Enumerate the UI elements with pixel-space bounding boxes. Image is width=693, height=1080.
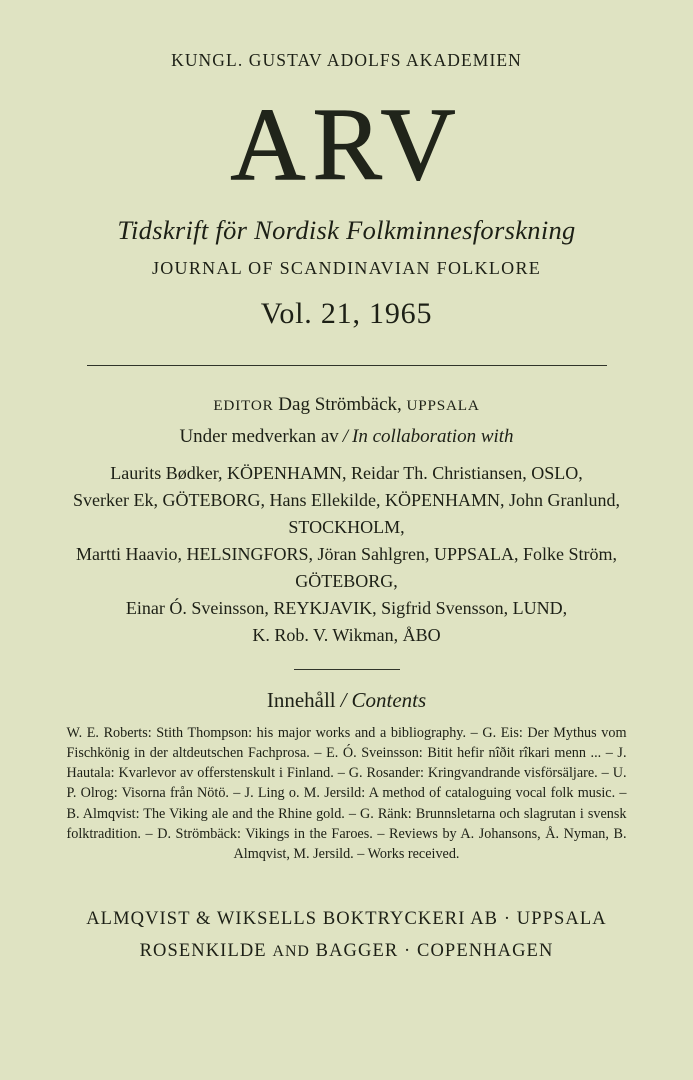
academy-name: KUNGL. GUSTAV ADOLFS AKADEMIEN — [171, 50, 522, 70]
collaboration-line — [179, 426, 513, 448]
editorial-board-line: Sverker Ek, GÖTEBORG, Hans Ellekilde, KÖPENHAMN, John Granlund, STOCKHOLM, — [73, 490, 620, 537]
journal-title-text: ARV — [230, 87, 463, 202]
collaboration-separator: / — [342, 426, 349, 447]
publisher-bagger: BAGGER · COPENHAGEN — [315, 941, 554, 961]
journal-subtitle-swedish: Tidskrift för Nordisk Folkminnesforskning — [117, 215, 576, 245]
editorial-board-line: Laurits Bødker, KÖPENHAMN, Reidar Th. Christiansen, OSLO, — [110, 463, 583, 483]
volume-number: Vol. 21, 1965 — [260, 297, 433, 330]
collaboration-english: In collaboration with — [352, 426, 514, 447]
contents-heading-separator: / — [340, 688, 347, 712]
journal-title — [230, 87, 463, 202]
publisher-line-uppsala: ALMQVIST & WIKSELLS BOKTRYCKERI AB · UPPSALA — [86, 909, 607, 929]
editorial-board — [47, 460, 647, 649]
editorial-board-line: Einar Ó. Sveinsson, REYKJAVIK, Sigfrid Svensson, LUND, — [125, 598, 568, 618]
contents-text: W. E. Roberts: Stith Thompson: his major works and a bibliography. – G. Eis: Der Mythus vom Fischkönig in der altdeutschen Fachprosa. – E. Ó. Sveinsson: Bitit hefir nîðit rîkari menn ... – J. Hautala: Kvarlevor av offerstenskult i Finland. – G. Rosander: Kringvandrande visförsäljare. – U. P. Olrog: Visorna från Nötö. – J. Ling o. M. Jersild: A method of cataloguing vocal folk music. – B. Almqvist: The Viking ale and the Rhine gold. – G. Ränk: Brunnsletarna och slagrutan i svensk folktradition. – D. Strömbäck: Vikings in the Faroes. – Reviews by A. Johansons, Å. Nyman, B. Almqvist, M. Jersild. – Works received. — [66, 725, 627, 862]
publisher-line-copenhagen — [0, 941, 693, 962]
contents-heading — [267, 688, 426, 713]
divider-rule-middle — [294, 669, 400, 670]
contents-heading-swedish: Innehåll — [266, 688, 336, 712]
collaboration-swedish: Under medverkan av — [179, 426, 339, 447]
contents-heading-english: Contents — [351, 688, 427, 712]
publisher-and: AND — [272, 943, 310, 960]
editorial-board-line: K. Rob. V. Wikman, ÅBO — [252, 625, 441, 645]
divider-rule-top — [87, 365, 607, 366]
publisher-rosenkilde: ROSENKILDE — [139, 941, 267, 961]
editor-place: UPPSALA — [406, 397, 480, 414]
editorial-board-line: Martti Haavio, HELSINGFORS, Jöran Sahlgren, UPPSALA, Folke Ström, GÖTEBORG, — [76, 544, 617, 591]
editor-label: EDITOR — [213, 397, 274, 414]
publisher-footer — [0, 909, 693, 962]
editor-name: Dag Strömbäck, — [278, 394, 402, 415]
journal-subtitle-english: JOURNAL OF SCANDINAVIAN FOLKLORE — [151, 258, 542, 278]
editor-line — [213, 394, 479, 416]
